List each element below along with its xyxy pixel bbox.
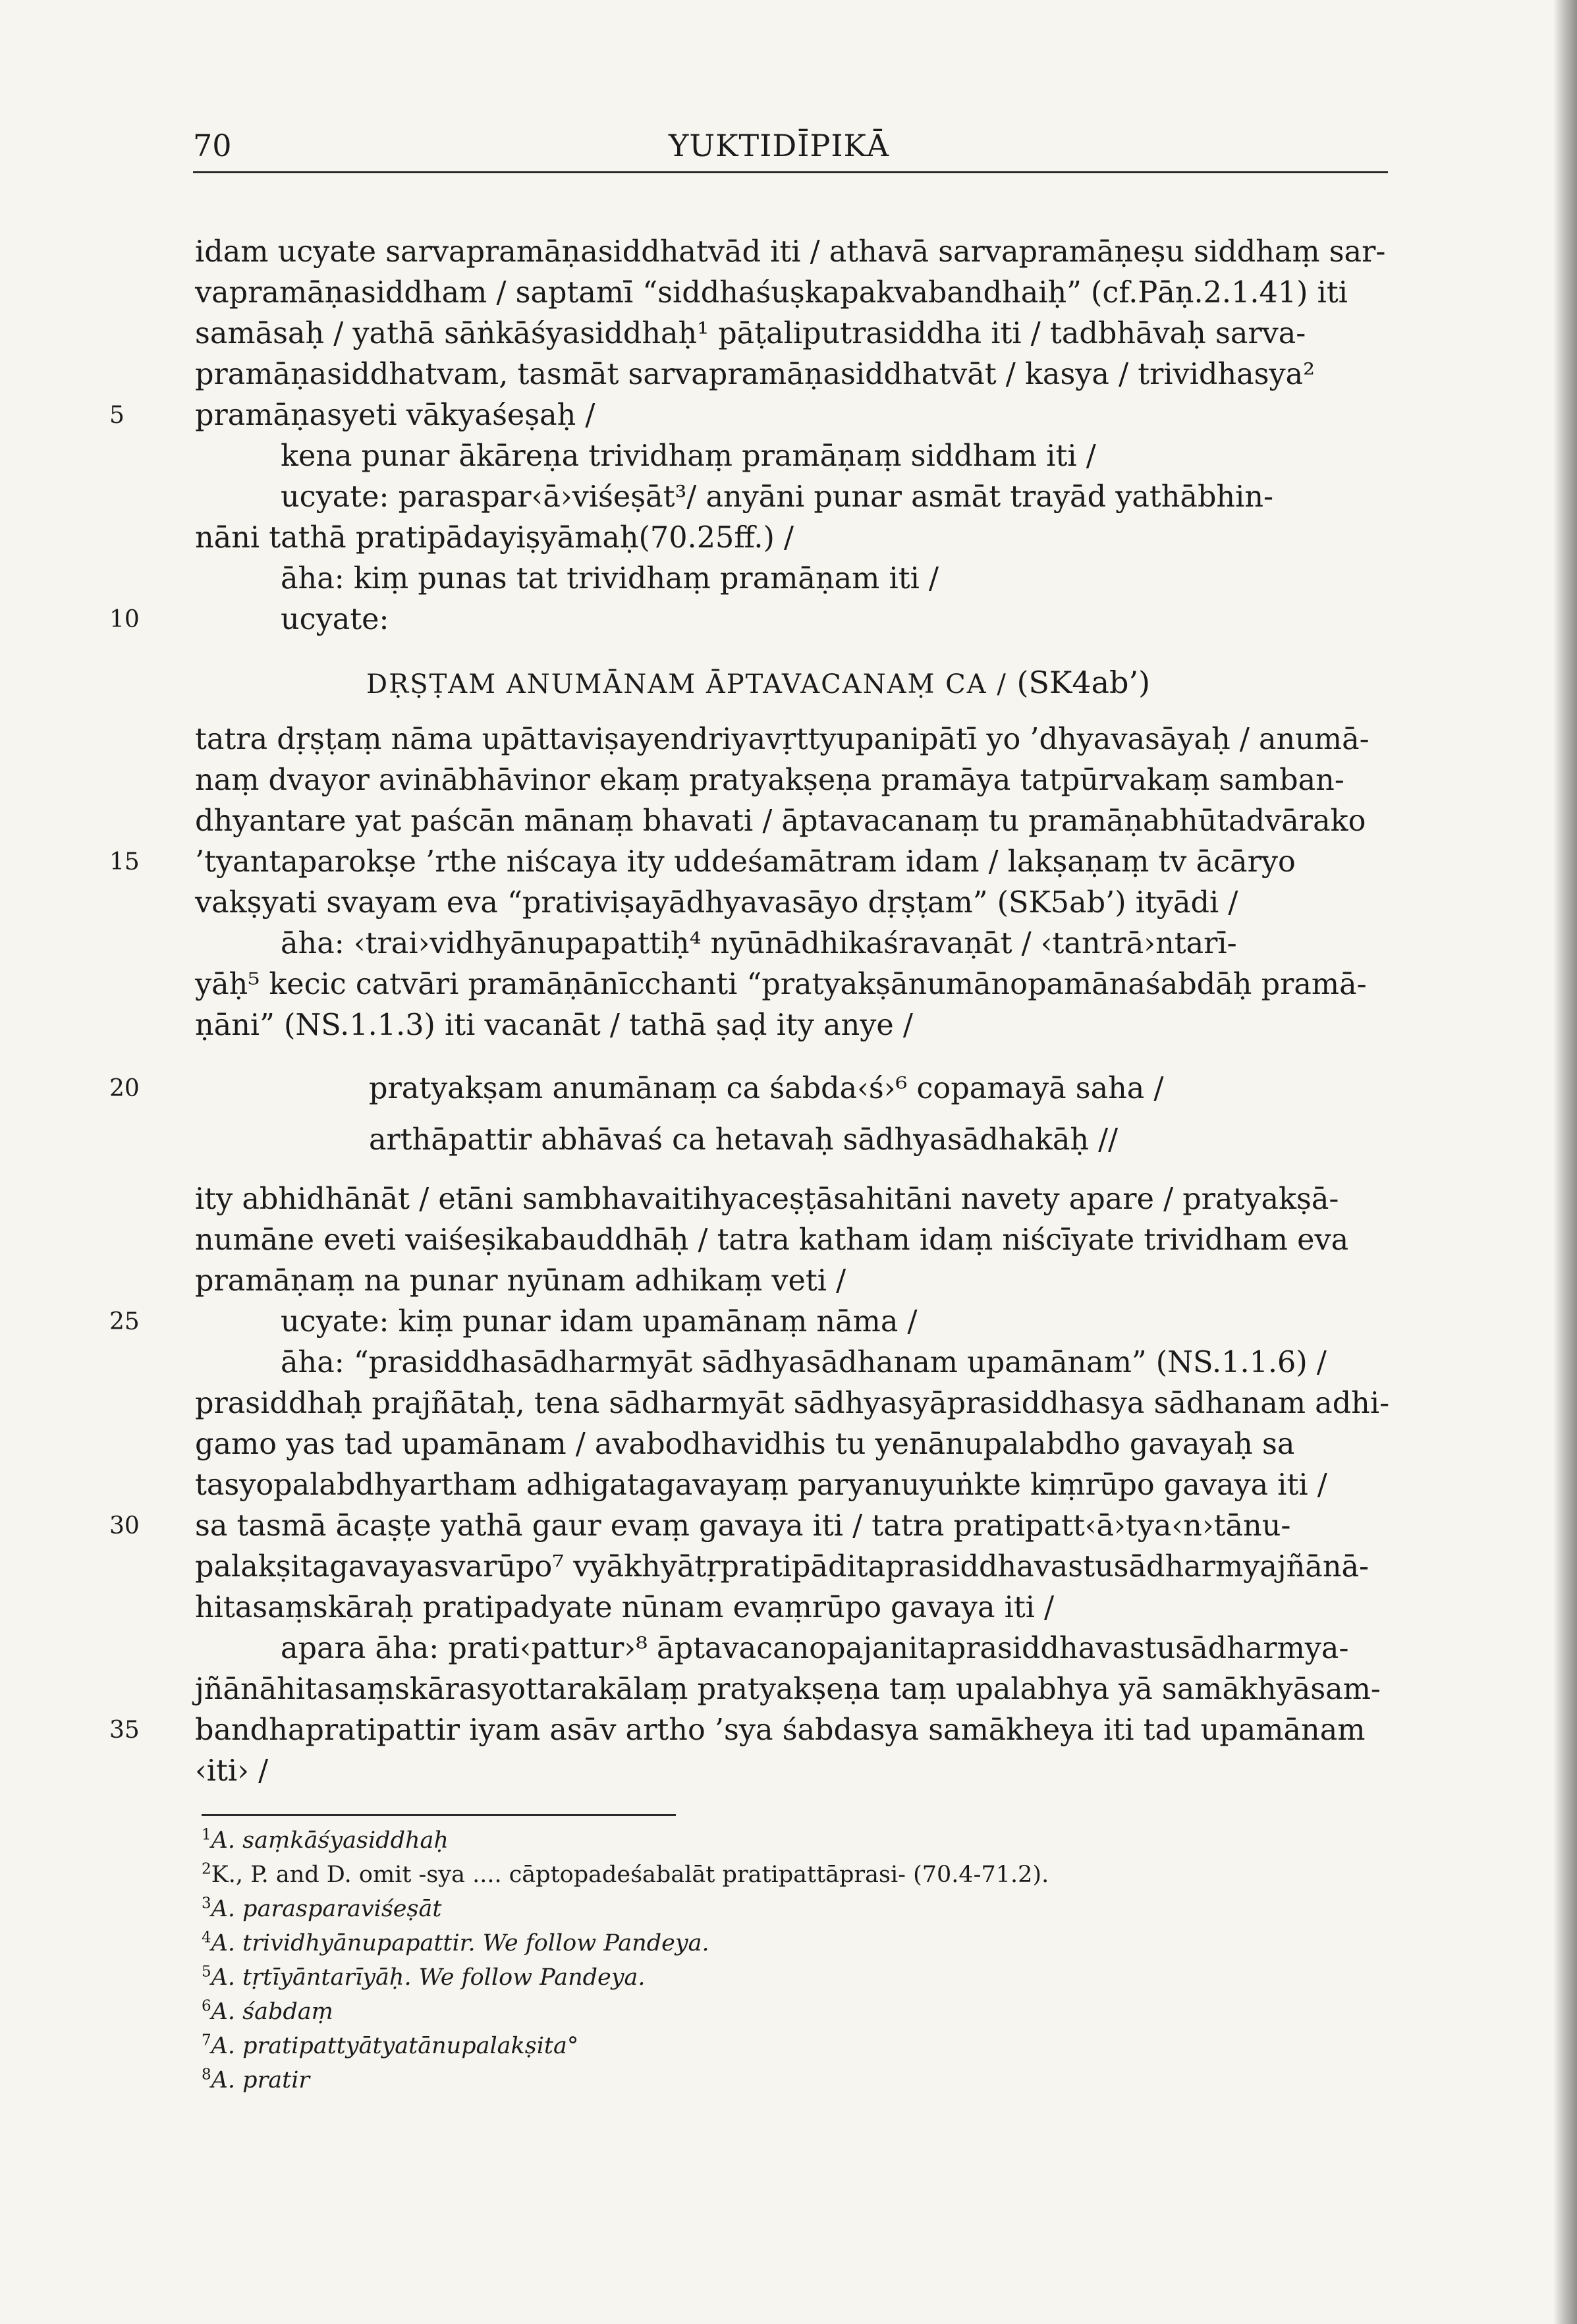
line-number: 15 [109,848,140,875]
text-line: bandhapratipattir iyam asāv artho ’sya śabdasya samākheya iti tad upamānam [195,1713,1366,1747]
footnote-divider [202,1814,676,1816]
text-line: sa tasmā ācaṣṭe yathā gaur evaṃ gavaya iti / tatra pratipatt‹ā›tya‹n›tānu- [195,1509,1291,1543]
footnote-mark: 5 [202,1963,211,1981]
verse-line: pratyakṣam anumānaṃ ca śabda‹ś›⁶ copamayā saha / [369,1072,1164,1105]
footnote [202,1960,1321,1995]
footnote-text: A. saṃkāśyasiddhaḥ [211,1827,449,1854]
line-number: 25 [109,1308,140,1335]
footnote-mark: 7 [202,2032,211,2049]
line-number: 20 [109,1075,140,1102]
footnote-mark: 8 [202,2066,211,2084]
karika-reference: (SK4ab’) [1016,665,1151,700]
text-line: naṃ dvayor avinābhāvinor ekaṃ pratyakṣeṇa pramāya tatpūrvakaṃ samban- [195,763,1344,797]
line-number: 35 [109,1717,140,1744]
footnote [202,1995,1321,2029]
footnote-text: A. śabdaṃ [211,1999,334,2025]
text-line: āha: kiṃ punas tat trividhaṃ pramāṇam iti / [281,562,939,595]
text-line: pramāṇasiddhatvam, tasmāt sarvapramāṇasiddhatvāt / kasya / trividhasya² [195,358,1315,391]
footnote-text: K., P. and D. omit -sya .... cāptopadeśabalāt pratipattāprasi- (70.4-71.2). [211,1862,1049,1888]
footnote-mark: 4 [202,1929,211,1947]
footnote [202,2029,1321,2063]
running-title: YUKTIDĪPIKĀ [669,128,890,163]
text-line: palakṣitagavayasvarūpo⁷ vyākhyātṛpratipāditaprasiddhavastusādharmyajñānā- [195,1550,1370,1584]
text-line: gamo yas tad upamānam / avabodhavidhis tu yenānupalabdho gavayaḥ sa [195,1427,1295,1461]
text-line: vakṣyati svayam eva “prativiṣayādhyavasāyo dṛṣṭam” (SK5ab’) ityādi / [195,886,1238,920]
footnote-text: A. pratipattyātyatānupalakṣita° [211,2033,579,2059]
text-line: prasiddhaḥ prajñātaḥ, tena sādharmyāt sādhyasyāprasiddhasya sādhanam adhi- [195,1387,1390,1420]
text-line: ity abhidhānāt / etāni sambhavaitihyaceṣṭāsahitāni navety apare / pratyakṣā- [195,1182,1339,1216]
line-number: 5 [109,402,124,429]
page-header [193,125,1388,173]
text-line: kena punar ākāreṇa trividhaṃ pramāṇaṃ siddham iti / [281,439,1096,473]
karika-heading [366,662,1354,705]
text-line: samāsaḥ / yathā sāṅkāśyasiddhaḥ¹ pāṭaliputrasiddha iti / tadbhāvaḥ sarva- [195,317,1306,350]
text-line: nāni tathā pratipādayiṣyāmaḥ(70.25ff.) / [195,521,794,555]
footnote [202,1892,1321,1926]
line-number: 30 [109,1512,140,1539]
page-edge-shadow [1553,0,1577,2324]
text-line: ucyate: [281,603,389,636]
footnote-mark: 2 [202,1860,211,1878]
line-number: 10 [109,606,140,633]
text-line: idam ucyate sarvapramāṇasiddhatvād iti / athavā sarvapramāṇeṣu siddhaṃ sar- [195,235,1386,269]
text-line: pramāṇasyeti vākyaśeṣaḥ / [195,399,595,432]
footnote-text: A. pratir [211,2067,310,2093]
text-line: apara āha: prati‹pattur›⁸ āptavacanopajanitaprasiddhavastusādharmya- [281,1632,1349,1665]
text-line: jñānāhitasaṃskārasyottarakālaṃ pratyakṣeṇa taṃ upalabhya yā samākhyāsam- [195,1673,1381,1706]
text-line: pramāṇaṃ na punar nyūnam adhikaṃ veti / [195,1264,846,1298]
text-line: ucyate: paraspar‹ā›viśeṣāt³/ anyāni punar asmāt trayād yathābhin- [281,480,1274,514]
text-line: yāḥ⁵ kecic catvāri pramāṇānīcchanti “pratyakṣānumānopamānaśabdāḥ pramā- [195,968,1367,1001]
footnote-mark: 1 [202,1826,211,1844]
karika-text: DṚṢṬAM ANUMĀNAM ĀPTAVACANAṂ CA / [366,669,1007,700]
footnote [202,1858,1321,1892]
footnote-text: A. parasparaviśeṣāt [211,1896,442,1922]
footnote-mark: 3 [202,1895,211,1912]
text-line: ‹iti› / [195,1754,269,1788]
text-line: dhyantare yat paścān mānaṃ bhavati / āptavacanaṃ tu pramāṇabhūtadvārako [195,804,1366,838]
text-line: āha: “prasiddhasādharmyāt sādhyasādhanam upamānam” (NS.1.1.6) / [281,1346,1327,1379]
verse-line: arthāpattir abhāvaś ca hetavaḥ sādhyasādhakāḥ // [369,1123,1119,1157]
text-line: ṇāni” (NS.1.1.3) iti vacanāt / tathā ṣaḍ ity anye / [195,1009,913,1042]
text-line: vapramāṇasiddham / saptamī “siddhaśuṣkapakvabandhaiḥ” (cf.Pāṇ.2.1.41) iti [195,276,1348,310]
text-line: numāne eveti vaiśeṣikabauddhāḥ / tatra katham idaṃ niścīyate trividham eva [195,1223,1349,1257]
text-line: ’tyantaparokṣe ’rthe niścaya ity uddeśamātram idam / lakṣaṇaṃ tv ācāryo [195,845,1296,879]
footnote [202,2063,1321,2097]
text-line: tasyopalabdhyartham adhigatagavayaṃ paryanuyuṅkte kiṃrūpo gavaya iti / [195,1468,1327,1502]
footnote [202,1926,1321,1960]
text-line: ucyate: kiṃ punar idam upamānaṃ nāma / [281,1305,918,1339]
text-line: āha: ‹trai›vidhyānupapattiḥ⁴ nyūnādhikaśravaṇāt / ‹tantrā›ntarī- [281,927,1237,960]
text-line: hitasaṃskāraḥ pratipadyate nūnam evaṃrūpo gavaya iti / [195,1591,1055,1624]
footnote-mark: 6 [202,1997,211,2015]
page-number: 70 [193,128,232,163]
footnote-text: A. trividhyānupapattir. We follow Pandeya. [211,1930,709,1956]
text-line: tatra dṛṣṭaṃ nāma upāttaviṣayendriyavṛttyupanipātī yo ’dhyavasāyaḥ / anumā- [195,723,1370,756]
footnote [202,1823,1321,1858]
footnote-text: A. tṛtīyāntarīyāḥ. We follow Pandeya. [211,1964,646,1991]
